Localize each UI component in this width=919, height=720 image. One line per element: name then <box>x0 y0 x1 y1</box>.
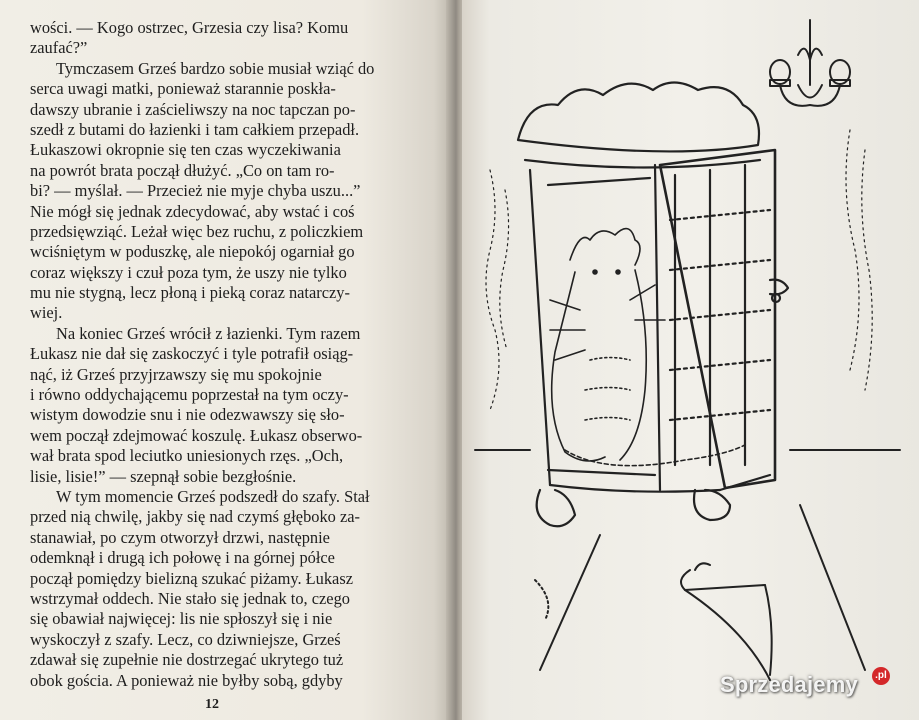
text-line: Łukaszowi okropnie się ten czas wyczekiwania <box>30 140 341 160</box>
hanger-icon <box>681 563 772 680</box>
text-line: mu nie stygną, lecz płoną i pieką coraz natarczy- <box>30 283 350 303</box>
text-line: zdawał się zupełnie nie dostrzegać ukrytego tuż <box>30 650 344 670</box>
watermark-badge: .pl <box>872 667 890 685</box>
text-line: przedsięwziąć. Leżał więc bez ruchu, z policzkiem <box>30 221 364 241</box>
page-number: 12 <box>205 697 219 712</box>
text-line: i równo oddychającemu poprzestał na tym oczy- <box>30 385 349 405</box>
text-line: wości. — Kogo ostrzec, Grzesia czy lisa? Komu <box>30 18 349 37</box>
wardrobe-illustration <box>470 10 910 690</box>
text-line: Łukasz nie dał się zaskoczyć i tyle potrafił osiąg- <box>30 344 354 364</box>
text-line: coraz większy i czuł poza tym, że uszy nie tylko <box>30 262 347 282</box>
text-line: serca uwagi matki, ponieważ starannie poskła- <box>30 79 336 99</box>
text-line: się obawiał najwięcej: lis nie spłoszył się i nie <box>30 609 333 629</box>
text-line: Nie mógł się jednak zdecydować, aby wstać i coś <box>30 201 355 221</box>
text-line: Na koniec Grześ wrócił z łazienki. Tym razem <box>56 323 361 343</box>
text-line: przed nią chwilę, jakby się nad czymś głęboko za- <box>30 507 360 527</box>
left-page <box>0 0 452 720</box>
text-line: na powrót brata począł dłużyć. „Co on tam ro- <box>30 160 335 180</box>
watermark-text: Sprzedajemy <box>720 672 858 697</box>
text-line: nąć, iż Grześ przyjrzawszy się mu spokojnie <box>30 364 322 384</box>
text-line: wistym dowodzie snu i nie odezwawszy się sło- <box>30 405 345 425</box>
text-line: wał brata spod leciutko uniesionych rzęs. „Och, <box>30 446 344 466</box>
fox-icon <box>550 229 745 466</box>
text-line: wstrzymał oddech. Nie stało się jednak to, czego <box>30 588 350 608</box>
text-line: począł pomiędzy bielizną szukać piżamy. Łukasz <box>30 568 353 588</box>
text-line: W tym momencie Grześ podszedł do szafy. Stał <box>56 486 370 506</box>
text-line: obok gościa. A ponieważ nie byłby sobą, gdyby <box>30 670 343 690</box>
text-line: wiej. <box>30 303 63 323</box>
text-line: wciśniętym w poduszkę, ale niepokój ogarniał go <box>30 242 355 262</box>
text-line: szedł z butami do łazienki i tam całkiem przepadł. <box>30 119 360 139</box>
text-line: lisie, lisie!” — szepnął sobie bezgłośnie. <box>30 466 297 486</box>
text-line: bi? — myślał. — Przecież nie myje chyba uszu...” <box>30 181 361 201</box>
wall-lamp-icon <box>770 20 850 106</box>
text-line: Tymczasem Grześ bardzo sobie musiał wziąć do <box>56 58 375 78</box>
text-line: dawszy ubranie i zaścieliwszy na noc tapczan po- <box>30 99 356 119</box>
text-line: wyskoczył z szafy. Lecz, co dziwniejsze, Grześ <box>30 629 341 649</box>
body-text <box>30 18 422 691</box>
text-line: wem począł zdejmować koszulę. Łukasz obserwo- <box>30 425 363 445</box>
floor-rug <box>535 505 865 670</box>
wardrobe-icon <box>518 83 788 527</box>
text-line: odemknął i drugą ich połowę i na górnej półce <box>30 548 335 568</box>
text-line: zaufać?” <box>30 38 88 58</box>
text-line: stanawiał, po czym otworzył drzwi, następnie <box>30 527 330 547</box>
